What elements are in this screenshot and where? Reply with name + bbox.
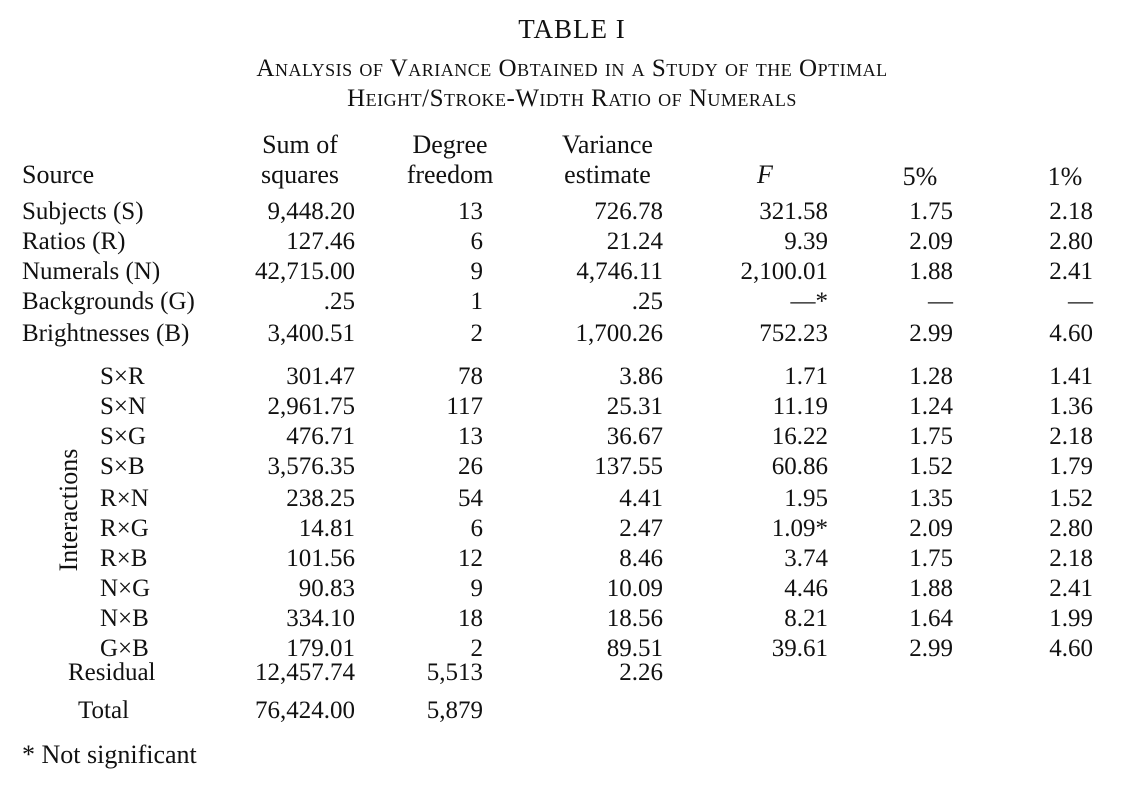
cell-f: 1.71 bbox=[784, 363, 828, 390]
row-source: S×B bbox=[100, 453, 145, 480]
cell-df: 1 bbox=[470, 288, 483, 315]
row-source: S×N bbox=[100, 393, 147, 420]
cell-ss: 14.81 bbox=[298, 515, 355, 542]
header-ve-line2: estimate bbox=[564, 160, 651, 189]
cell-f: 9.39 bbox=[784, 228, 828, 255]
cell-ve: 1,700.26 bbox=[575, 320, 663, 347]
cell-p1: 2.41 bbox=[1049, 258, 1093, 285]
cell-ss: 301.47 bbox=[286, 363, 355, 390]
cell-ve: .25 bbox=[631, 288, 663, 315]
row-source: Ratios (R) bbox=[22, 228, 126, 255]
cell-ss: 76,424.00 bbox=[255, 697, 355, 724]
footnote: * Not significant bbox=[22, 740, 197, 769]
cell-df: 78 bbox=[458, 363, 483, 390]
cell-ve: 10.09 bbox=[606, 575, 663, 602]
cell-p5: 1.64 bbox=[909, 605, 953, 632]
cell-p5: 1.75 bbox=[909, 545, 953, 572]
cell-df: 2 bbox=[470, 320, 483, 347]
cell-df: 2 bbox=[470, 635, 483, 662]
cell-df: 13 bbox=[458, 423, 483, 450]
header-df-line2: freedom bbox=[406, 160, 494, 189]
header-df-line1: Degree bbox=[412, 130, 488, 159]
cell-ve: 4.41 bbox=[619, 485, 663, 512]
cell-p1: 1.41 bbox=[1049, 363, 1093, 390]
header-5pct: 5% bbox=[902, 162, 938, 191]
cell-p1: 1.36 bbox=[1049, 393, 1093, 420]
cell-p1: — bbox=[1068, 288, 1093, 315]
cell-df: 13 bbox=[458, 198, 483, 225]
cell-ss: 9,448.20 bbox=[267, 198, 355, 225]
cell-df: 54 bbox=[458, 485, 483, 512]
cell-p5: 1.35 bbox=[909, 485, 953, 512]
row-source: S×G bbox=[100, 423, 147, 450]
cell-p1: 2.80 bbox=[1049, 515, 1093, 542]
cell-f: 39.61 bbox=[771, 635, 828, 662]
cell-p1: 1.52 bbox=[1049, 485, 1093, 512]
cell-df: 12 bbox=[458, 545, 483, 572]
cell-p5: 2.09 bbox=[909, 228, 953, 255]
cell-ve: 36.67 bbox=[606, 423, 663, 450]
cell-df: 9 bbox=[470, 575, 483, 602]
cell-ve: 137.55 bbox=[594, 453, 663, 480]
cell-ss: 238.25 bbox=[286, 485, 355, 512]
cell-ss: 101.56 bbox=[286, 545, 355, 572]
cell-p5: 1.88 bbox=[909, 258, 953, 285]
cell-p1: 2.41 bbox=[1049, 575, 1093, 602]
cell-ss: 476.71 bbox=[286, 423, 355, 450]
cell-ve: 25.31 bbox=[606, 393, 663, 420]
cell-ss: 3,576.35 bbox=[267, 453, 355, 480]
cell-p1: 1.99 bbox=[1049, 605, 1093, 632]
cell-p1: 2.18 bbox=[1049, 423, 1093, 450]
cell-p1: 1.79 bbox=[1049, 453, 1093, 480]
header-ss-line2: squares bbox=[261, 160, 339, 189]
cell-df: 117 bbox=[446, 393, 483, 420]
cell-f: 3.74 bbox=[784, 545, 828, 572]
cell-p1: 2.18 bbox=[1049, 545, 1093, 572]
cell-ve: 2.26 bbox=[619, 659, 663, 686]
cell-df: 6 bbox=[470, 515, 483, 542]
table-subtitle-line2: Height/Stroke-Width Ratio of Numerals bbox=[347, 85, 797, 112]
cell-f: 4.46 bbox=[784, 575, 828, 602]
cell-ve: 726.78 bbox=[594, 198, 663, 225]
cell-ss: 3,400.51 bbox=[267, 320, 355, 347]
row-source: Residual bbox=[68, 659, 156, 686]
header-sum-of-squares bbox=[225, 130, 375, 190]
header-ss-line1: Sum of bbox=[262, 130, 338, 159]
cell-ss: 12,457.74 bbox=[255, 659, 355, 686]
cell-p5: — bbox=[928, 288, 953, 315]
cell-ve: 3.86 bbox=[619, 363, 663, 390]
row-source: Subjects (S) bbox=[22, 198, 144, 225]
cell-df: 5,879 bbox=[426, 697, 483, 724]
interactions-group-label: Interactions bbox=[54, 448, 83, 572]
cell-f: 321.58 bbox=[759, 198, 828, 225]
row-source: Numerals (N) bbox=[22, 258, 161, 285]
cell-ve: 2.47 bbox=[619, 515, 663, 542]
cell-ss: 334.10 bbox=[286, 605, 355, 632]
cell-f: 2,100.01 bbox=[740, 258, 828, 285]
row-source: R×G bbox=[100, 515, 149, 542]
cell-df: 5,513 bbox=[426, 659, 483, 686]
row-source: Brightnesses (B) bbox=[22, 320, 190, 347]
row-source: N×B bbox=[100, 605, 149, 632]
row-source: Total bbox=[78, 697, 130, 724]
header-variance-estimate bbox=[535, 130, 680, 190]
cell-ve: 18.56 bbox=[606, 605, 663, 632]
cell-ss: 42,715.00 bbox=[255, 258, 355, 285]
cell-f: 8.21 bbox=[784, 605, 828, 632]
row-source: N×G bbox=[100, 575, 151, 602]
cell-ss: 2,961.75 bbox=[267, 393, 355, 420]
header-source: Source bbox=[22, 160, 95, 189]
cell-p5: 1.75 bbox=[909, 198, 953, 225]
cell-p1: 2.18 bbox=[1049, 198, 1093, 225]
cell-ve: 21.24 bbox=[606, 228, 663, 255]
cell-f: 752.23 bbox=[759, 320, 828, 347]
cell-df: 6 bbox=[470, 228, 483, 255]
row-source: Backgrounds (G) bbox=[22, 288, 195, 315]
cell-p5: 2.09 bbox=[909, 515, 953, 542]
cell-f: 16.22 bbox=[771, 423, 828, 450]
cell-p5: 1.52 bbox=[909, 453, 953, 480]
cell-f: 1.95 bbox=[784, 485, 828, 512]
cell-f: 60.86 bbox=[771, 453, 828, 480]
cell-p5: 1.75 bbox=[909, 423, 953, 450]
row-source: S×R bbox=[100, 363, 145, 390]
header-ve-line1: Variance bbox=[562, 130, 653, 159]
cell-ss: 179.01 bbox=[286, 635, 355, 662]
row-source: G×B bbox=[100, 635, 149, 662]
table-title: TABLE I bbox=[518, 14, 626, 44]
header-f: F bbox=[757, 160, 773, 189]
cell-df: 18 bbox=[458, 605, 483, 632]
cell-f: —* bbox=[790, 288, 828, 315]
cell-p5: 2.99 bbox=[909, 635, 953, 662]
cell-ss: .25 bbox=[323, 288, 355, 315]
cell-ve: 4,746.11 bbox=[576, 258, 663, 285]
cell-ss: 127.46 bbox=[286, 228, 355, 255]
header-degree-freedom bbox=[385, 130, 515, 190]
cell-p5: 2.99 bbox=[909, 320, 953, 347]
header-1pct: 1% bbox=[1047, 162, 1083, 191]
cell-p5: 1.88 bbox=[909, 575, 953, 602]
row-source: R×N bbox=[100, 485, 149, 512]
cell-df: 9 bbox=[470, 258, 483, 285]
cell-f: 1.09* bbox=[771, 515, 828, 542]
cell-ve: 89.51 bbox=[606, 635, 663, 662]
cell-p1: 4.60 bbox=[1049, 320, 1093, 347]
cell-p1: 2.80 bbox=[1049, 228, 1093, 255]
table-subtitle-line1: Analysis of Variance Obtained in a Study of the Optimal bbox=[256, 55, 888, 82]
cell-p5: 1.28 bbox=[909, 363, 953, 390]
cell-p1: 4.60 bbox=[1049, 635, 1093, 662]
cell-df: 26 bbox=[458, 453, 483, 480]
cell-ss: 90.83 bbox=[298, 575, 355, 602]
cell-ve: 8.46 bbox=[619, 545, 663, 572]
cell-f: 11.19 bbox=[772, 393, 828, 420]
cell-p5: 1.24 bbox=[909, 393, 953, 420]
row-source: R×B bbox=[100, 545, 148, 572]
